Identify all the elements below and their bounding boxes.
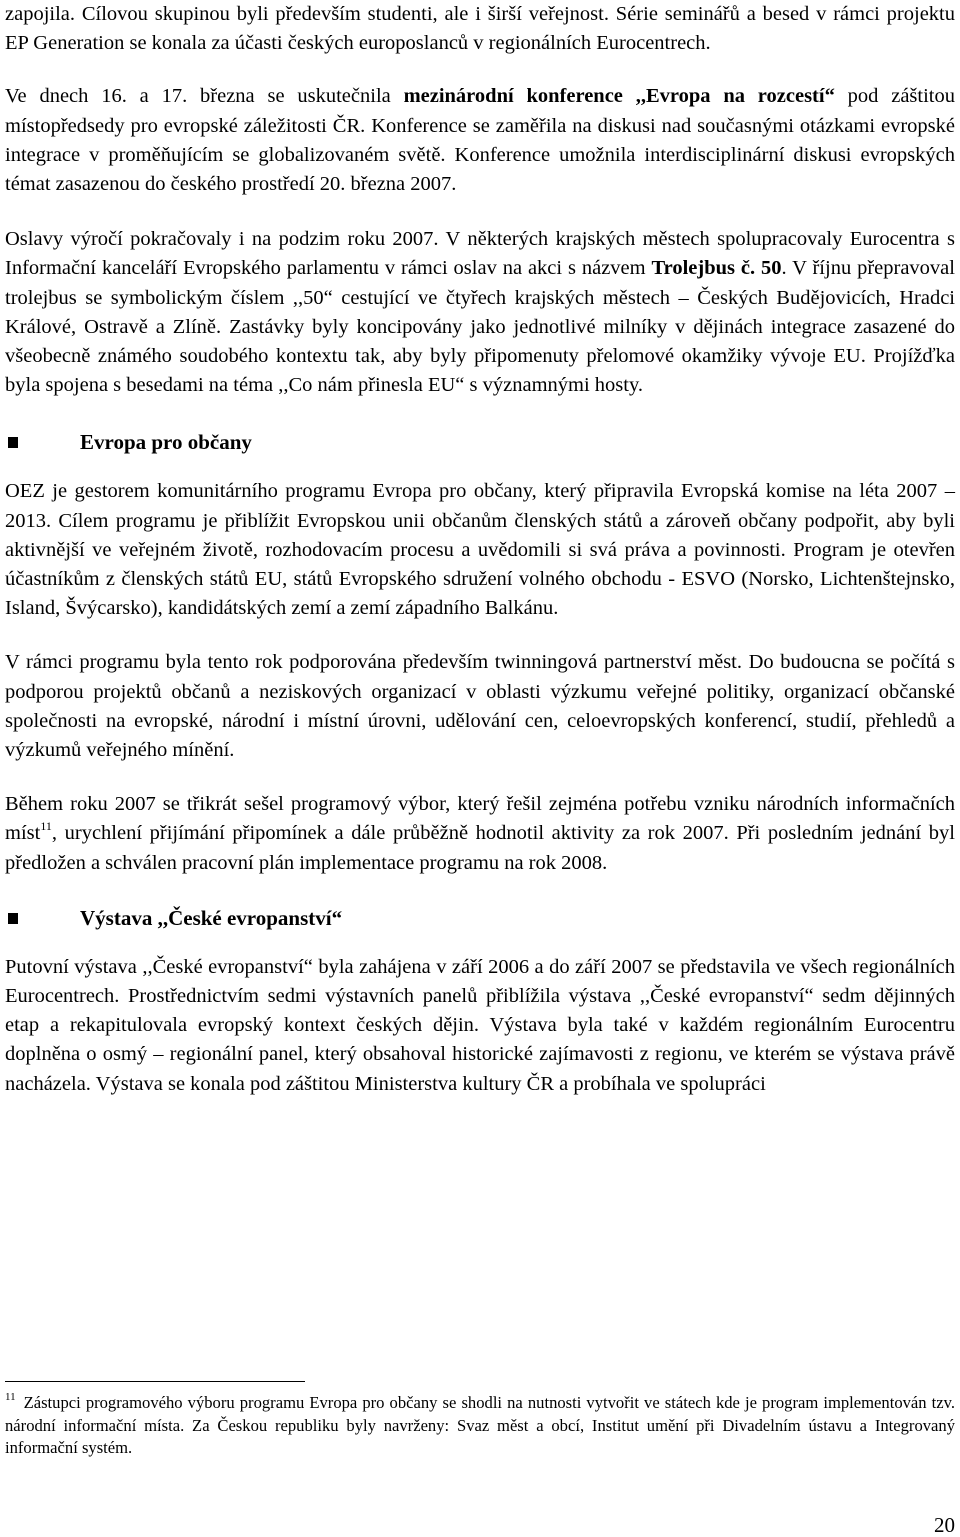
document-page xyxy=(5,0,955,1099)
paragraph-anniversary xyxy=(5,225,955,400)
section-heading-evropa-pro-obcany xyxy=(5,428,955,457)
section-heading-text: Výstava ,,České evropanství“ xyxy=(80,905,343,930)
paragraph-intro-continuation xyxy=(5,0,955,58)
footnote-number: 11 xyxy=(5,1391,16,1403)
paragraph-lead: Během roku 2007 se třikrát sešel programový výbor, který řešil zejména potřebu vzniku národních informačních míst xyxy=(5,793,955,845)
trolleybus-name: Trolejbus č. 50 xyxy=(651,257,782,280)
footnote-separator xyxy=(5,1381,305,1382)
footnote xyxy=(5,1392,955,1460)
section-heading-ceske-evropanstvi xyxy=(5,904,955,933)
paragraph-text: zapojila. Cílovou skupinou byli především studenti, ale i širší veřejnost. Série seminářů a besed v rámci projektu EP Generation se konala za účasti českých europoslanců v regionálních Eurocentrech. xyxy=(5,3,955,55)
footnote-reference: 11 xyxy=(40,819,52,834)
paragraph-program-intro xyxy=(5,477,955,623)
square-bullet-icon xyxy=(8,913,18,924)
footnote-text: Zástupci programového výboru programu Evropa pro občany se shodli na nutnosti vytvořit ve státech kde je program implementován tzv. národní informační místa. Za Českou republiku byly navrženy: Svaz měst a obcí, Institut umění při Divadelním ústavu a Integrovaný informační systém. xyxy=(5,1393,955,1458)
paragraph-exhibition xyxy=(5,953,955,1099)
paragraph-text: V rámci programu byla tento rok podporována především twinningová partnerství měst. Do budoucna se počítá s podporou projektů občanů a neziskových organizací v oblasti výzkumu veřejné politiky, organizací občanské společnosti na evropské, národní i místní úrovni, udělování cen, celoevropských konferencí, studií, přehledů a výzkumů veřejného mínění. xyxy=(5,651,955,762)
paragraph-committee xyxy=(5,790,955,878)
section-heading-text: Evropa pro občany xyxy=(80,430,252,455)
paragraph-text: OEZ je gestorem komunitárního programu Evropa pro občany, který připravila Evropská komise na léta 2007 – 2013. Cílem programu je přiblížit Evropskou unii občanům členských států a zároveň občany podpořit, aby byli aktivnější ve veřejném životě, rozhodovacím procesu a uvědomili si svá práva a povinnosti. Program je otevřen účastníkům z členských států EU, států Evropského sdružení volného obchodu - ESVO (Norsko, Lichtenštejnsko, Island, Švýcarsko), kandidátských zemí a zemí západního Balkánu. xyxy=(5,480,955,620)
paragraph-twinning xyxy=(5,648,955,765)
paragraph-rest: . V říjnu přepravoval trolejbus se symbolickým číslem ,,50“ cestující ve čtyřech krajských městech – Českých Budějovicích, Hradci Králové, Ostravě a Zlíně. Zastávky byly koncipovány jako jednotlivé milníky v dějinách integrace zasazené do všeobecně známého soudobého kontextu tak, aby byly připomenuty přelomové okamžiky vývoje EU. Projížďka byla spojena s besedami na téma ,,Co nám přinesla EU“ s významnými hosty. xyxy=(5,257,955,397)
paragraph-text: Putovní výstava ,,České evropanství“ byla zahájena v září 2006 a do září 2007 se představila ve všech regionálních Eurocentrech. Prostřednictvím sedmi výstavních panelů přiblížila výstava ,,České evropanství“ sedm dějinných etap a rekapitulovala evropský kontext českých dějin. Výstava byla také v každém regionálním Eurocentru doplněna o osmý – regionální panel, který obsahoval historické zajímavosti z regionu, ve kterém se výstava právě nacházela. Výstava se konala pod záštitou Ministerstva kultury ČR a probíhala ve spolupráci xyxy=(5,955,955,1095)
paragraph-lead: Ve dnech 16. a 17. března se uskutečnila xyxy=(5,85,404,108)
paragraph-lead: Oslavy výročí pokračovaly i na podzim roku 2007. V některých krajských městech spolupracovaly Eurocentra s Informační kanceláří Evropského parlamentu v rámci oslav na akci s názvem xyxy=(5,228,955,280)
paragraph-rest: pod záštitou místopředsedy pro evropské záležitosti ČR. Konference se zaměřila na diskusi nad současnými otázkami evropské integrace v proměňujícím se globalizovaném světě. Konference umožnila interdisciplinární diskusi evropských témat zasazenou do českého prostředí 20. března 2007. xyxy=(5,85,955,196)
page-number: 20 xyxy=(934,1513,955,1537)
conference-title: mezinárodní konference ,,Evropa na rozcestí“ xyxy=(403,85,835,108)
paragraph-conference xyxy=(5,82,955,199)
paragraph-rest: , urychlení přijímání připomínek a dále průběžně hodnotil aktivity za rok 2007. Při posledním jednání byl předložen a schválen pracovní plán implementace programu na rok 2008. xyxy=(5,822,955,874)
square-bullet-icon xyxy=(8,437,18,448)
